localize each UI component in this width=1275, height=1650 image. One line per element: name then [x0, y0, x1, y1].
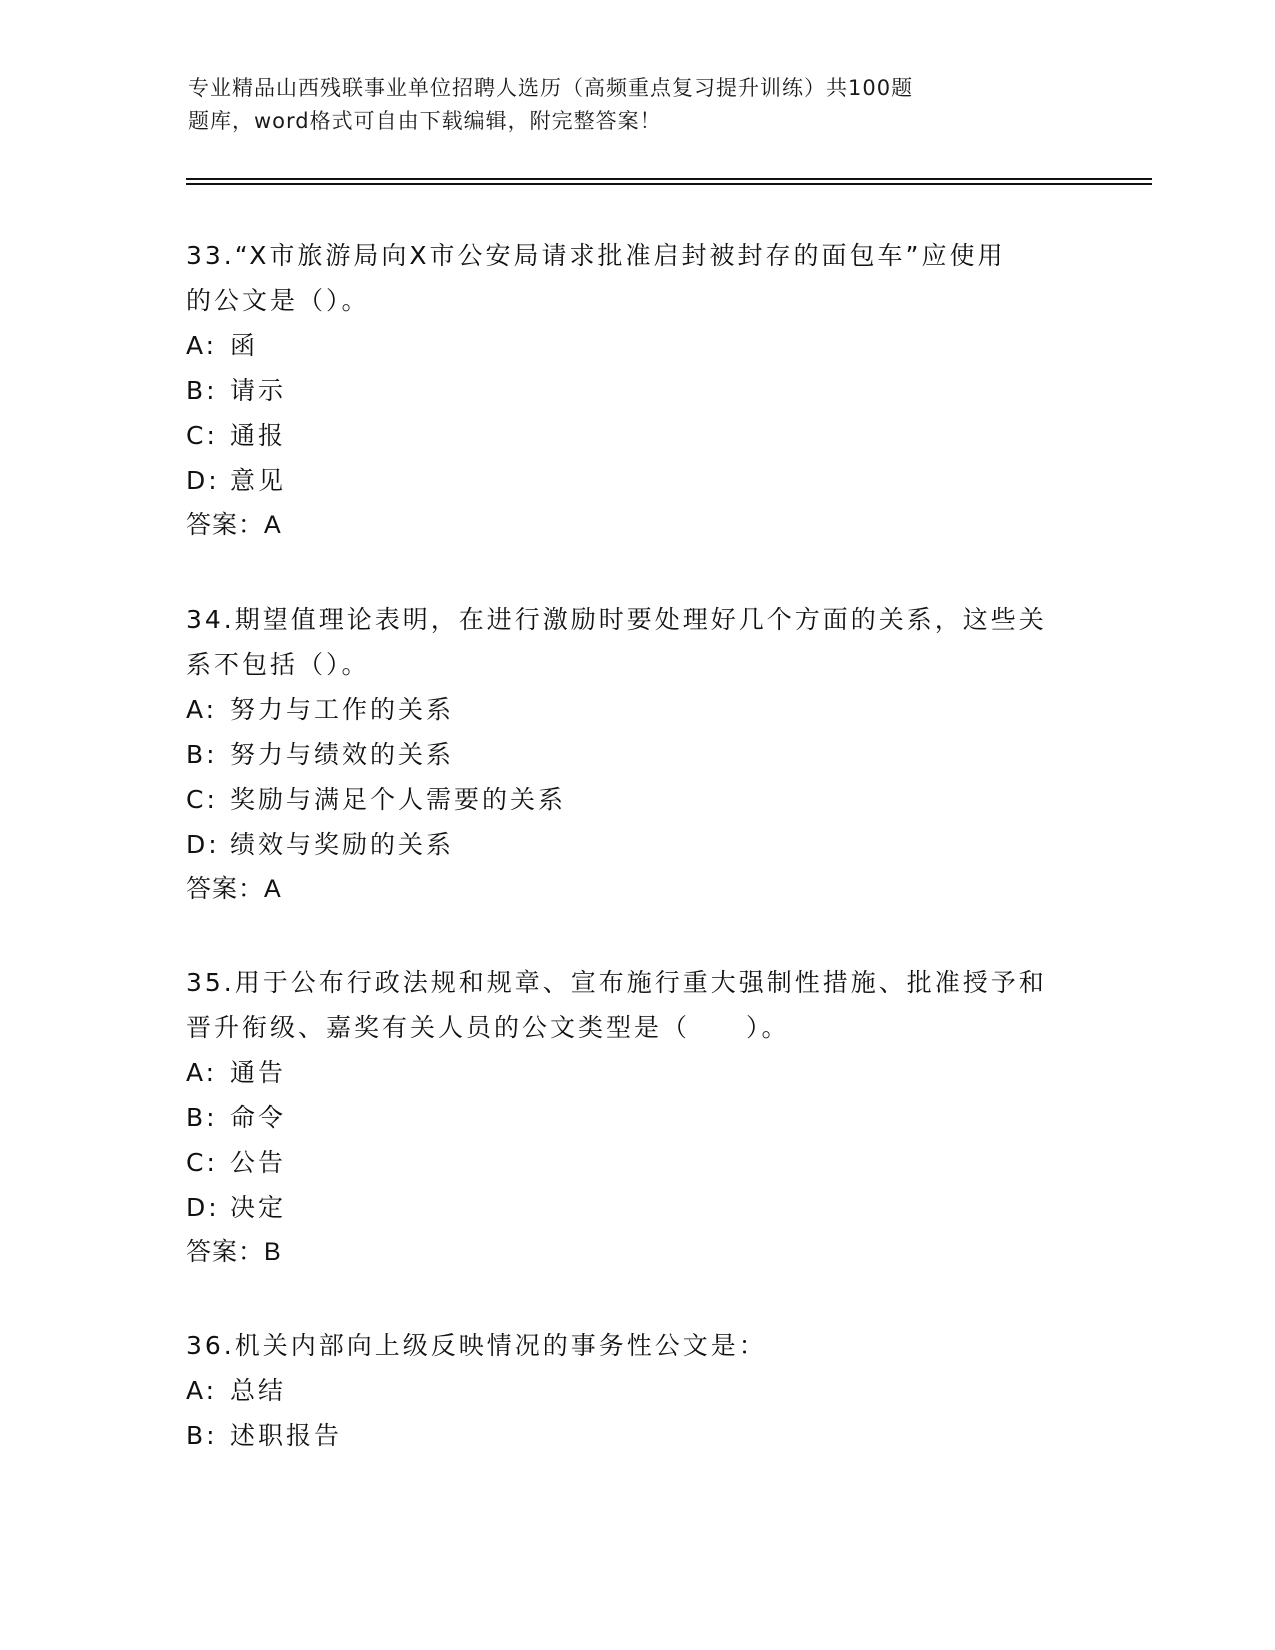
option-letter: A: — [186, 331, 218, 360]
option-text: 奖励与满足个人需要的关系 — [230, 785, 567, 814]
option-letter: D: — [186, 1193, 220, 1222]
header-line-2: 题库，word格式可自由下载编辑，附完整答案！ — [188, 109, 662, 133]
option-letter: B: — [186, 1421, 218, 1450]
question-34 — [186, 597, 1086, 912]
question-text-line-2: 晋升衔级、嘉奖有关人员的公文类型是（ ）。 — [186, 1013, 790, 1042]
question-text-line-1: 34.期望值理论表明，在进行激励时要处理好几个方面的关系，这些关 — [186, 605, 1047, 634]
option-a — [186, 687, 1086, 732]
option-letter: B: — [186, 1103, 218, 1132]
question-text-line-1: 36.机关内部向上级反映情况的事务性公文是： — [186, 1331, 767, 1360]
option-a — [186, 323, 1086, 368]
option-a — [186, 1368, 1086, 1413]
question-35 — [186, 960, 1086, 1275]
answer-line: 答案：A — [186, 511, 282, 539]
option-text: 通报 — [230, 421, 287, 450]
option-b — [186, 1095, 1086, 1140]
option-letter: C: — [186, 421, 218, 450]
option-text: 述职报告 — [230, 1421, 343, 1450]
option-b — [186, 732, 1086, 777]
option-letter: C: — [186, 1148, 218, 1177]
option-letter: C: — [186, 785, 218, 814]
question-36 — [186, 1323, 1086, 1458]
option-text: 函 — [230, 331, 259, 360]
option-text: 公告 — [230, 1148, 287, 1177]
document-header — [188, 72, 1088, 138]
option-a — [186, 1050, 1086, 1095]
option-text: 通告 — [230, 1058, 287, 1087]
option-letter: B: — [186, 376, 218, 405]
option-text: 努力与绩效的关系 — [230, 740, 455, 769]
option-letter: A: — [186, 695, 218, 724]
question-text-line-1: 35.用于公布行政法规和规章、宣布施行重大强制性措施、批准授予和 — [186, 968, 1047, 997]
option-text: 绩效与奖励的关系 — [230, 830, 455, 859]
header-line-1: 专业精品山西残联事业单位招聘人选历（高频重点复习提升训练）共100题 — [188, 76, 914, 100]
question-text-line-2: 的公文是（）。 — [186, 286, 370, 315]
option-letter: D: — [186, 466, 220, 495]
answer-line: 答案：A — [186, 875, 282, 903]
option-c — [186, 413, 1086, 458]
option-d — [186, 822, 1086, 867]
option-text: 努力与工作的关系 — [230, 695, 455, 724]
option-b — [186, 1413, 1086, 1458]
question-33 — [186, 233, 1086, 548]
answer-line: 答案：B — [186, 1238, 282, 1266]
option-text: 意见 — [230, 466, 287, 495]
option-letter: A: — [186, 1058, 218, 1087]
option-text: 请示 — [230, 376, 287, 405]
header-divider-bottom — [186, 183, 1152, 185]
question-text-line-2: 系不包括（）。 — [186, 650, 370, 679]
option-d — [186, 1185, 1086, 1230]
option-text: 总结 — [230, 1376, 287, 1405]
option-c — [186, 777, 1086, 822]
option-letter: A: — [186, 1376, 218, 1405]
option-letter: B: — [186, 740, 218, 769]
option-d — [186, 458, 1086, 503]
option-letter: D: — [186, 830, 220, 859]
header-divider-top — [186, 178, 1152, 180]
option-b — [186, 368, 1086, 413]
option-text: 命令 — [230, 1103, 287, 1132]
option-text: 决定 — [230, 1193, 287, 1222]
option-c — [186, 1140, 1086, 1185]
question-text-line-1: 33.“X市旅游局向X市公安局请求批准启封被封存的面包车”应使用 — [186, 241, 1006, 270]
